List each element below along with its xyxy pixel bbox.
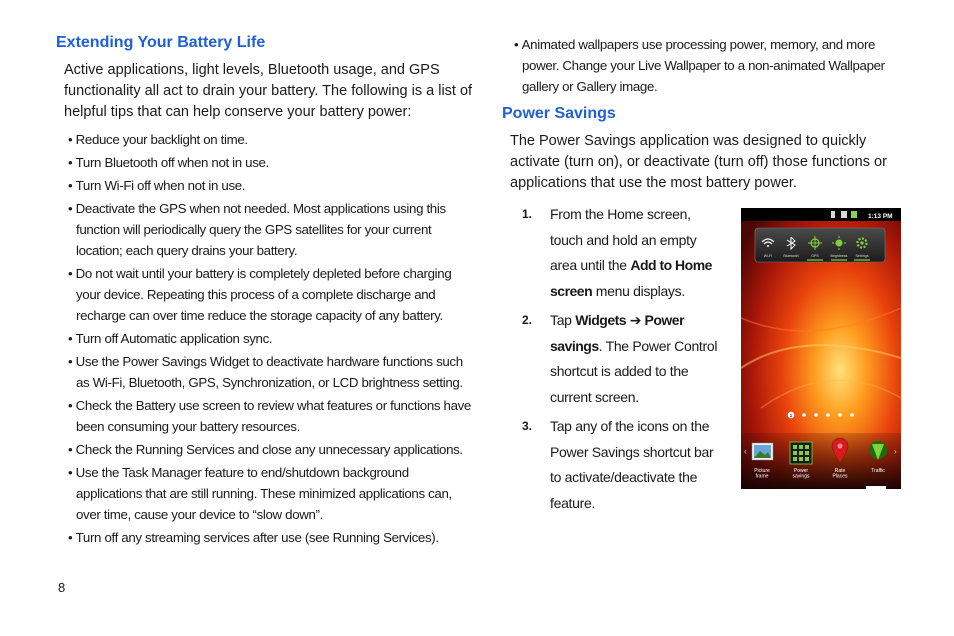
arrow-right-icon: ➔ bbox=[629, 312, 641, 328]
power-savings-intro: The Power Savings application was designed to quickly activate (turn on), or deactivate (turn off) those functions or applications that use the most battery power. bbox=[510, 133, 887, 191]
tip-item: • Turn off Automatic application sync. bbox=[64, 328, 476, 349]
battery-tips-list bbox=[56, 129, 476, 548]
steps-list bbox=[522, 202, 722, 516]
page-number: 8 bbox=[58, 580, 66, 595]
status-bar-time: 1:13 PM bbox=[868, 213, 893, 220]
step-3 bbox=[522, 414, 722, 516]
tip-item: • Turn off any streaming services after use (see Running Services). bbox=[64, 527, 476, 548]
widget-label: Settings bbox=[855, 254, 869, 258]
tip-item: • Reduce your backlight on time. bbox=[64, 129, 476, 150]
widget-label: Brightness bbox=[830, 254, 848, 258]
step-text: Tap any of the icons on the Power Savings shortcut bar to activate/deactivate the feature. bbox=[550, 418, 714, 511]
dock-left-chevron-icon: ‹ bbox=[744, 447, 747, 456]
battery-tips-continued bbox=[502, 34, 912, 97]
step-number: 3. bbox=[522, 419, 533, 433]
tip-item: • Do not wait until your battery is completely depleted before charging your device. Repeating this process of a complete discharge and recharge can over time reduce the storage capacity of any battery. bbox=[64, 263, 476, 326]
step-number: 1. bbox=[522, 207, 533, 221]
picture-frame-icon bbox=[752, 443, 773, 460]
step-1 bbox=[522, 202, 722, 304]
svg-text:1: 1 bbox=[789, 413, 793, 418]
phone-screenshot bbox=[741, 208, 901, 489]
dock-right-chevron-icon: › bbox=[894, 447, 897, 456]
step-text: From the Home screen, touch and hold an empty area until the Add to Home screen menu displays. bbox=[550, 206, 712, 299]
dock-label: Traffic bbox=[871, 468, 885, 474]
tip-item: • Turn Bluetooth off when not in use. bbox=[64, 152, 476, 173]
tip-item: • Deactivate the GPS when not needed. Most applications using this function will periodically query the GPS satellites for your current location; each query drains your battery. bbox=[64, 198, 476, 261]
section-heading-power-savings: Power Savings bbox=[502, 105, 616, 122]
tip-item: • Turn Wi-Fi off when not in use. bbox=[64, 175, 476, 196]
left-column bbox=[56, 34, 476, 550]
dock-label: Power savings bbox=[792, 468, 810, 480]
tip-item: • Check the Running Services and close any unnecessary applications. bbox=[64, 439, 476, 460]
dock-label: Picture frame bbox=[754, 468, 770, 480]
section-heading-battery: Extending Your Battery Life bbox=[56, 34, 266, 51]
tip-item: • Check the Battery use screen to review what features or functions have been consuming your battery resources. bbox=[64, 395, 476, 437]
widget-label: Wi-Fi bbox=[763, 254, 773, 258]
dock-label: Rate Places bbox=[832, 468, 848, 480]
tip-item: • Use the Task Manager feature to end/shutdown background applications that are still running. These minimized applications can, over time, cause your device to “slow down”. bbox=[64, 462, 476, 525]
step-2 bbox=[522, 308, 722, 410]
step-text: Tap Widgets ➔ Power savings. The Power Control shortcut is added to the current screen. bbox=[550, 312, 718, 405]
widget-label: GPS bbox=[811, 254, 819, 258]
power-savings-shortcut-icon bbox=[790, 442, 812, 464]
tip-item: • Animated wallpapers use processing power, memory, and more power. Change your Live Wallpaper to a non-animated Wallpaper gallery or Gallery image. bbox=[510, 34, 912, 97]
widget-label: Bluetooth bbox=[783, 254, 799, 258]
battery-intro: Active applications, light levels, Bluetooth usage, and GPS functionality all act to drain your battery. The following is a list of helpful tips that can help conserve your battery power: bbox=[64, 62, 473, 120]
tip-item: • Use the Power Savings Widget to deactivate hardware functions such as Wi-Fi, Bluetooth, GPS, Synchronization, or LCD brightness setting. bbox=[64, 351, 476, 393]
step-number: 2. bbox=[522, 313, 533, 327]
